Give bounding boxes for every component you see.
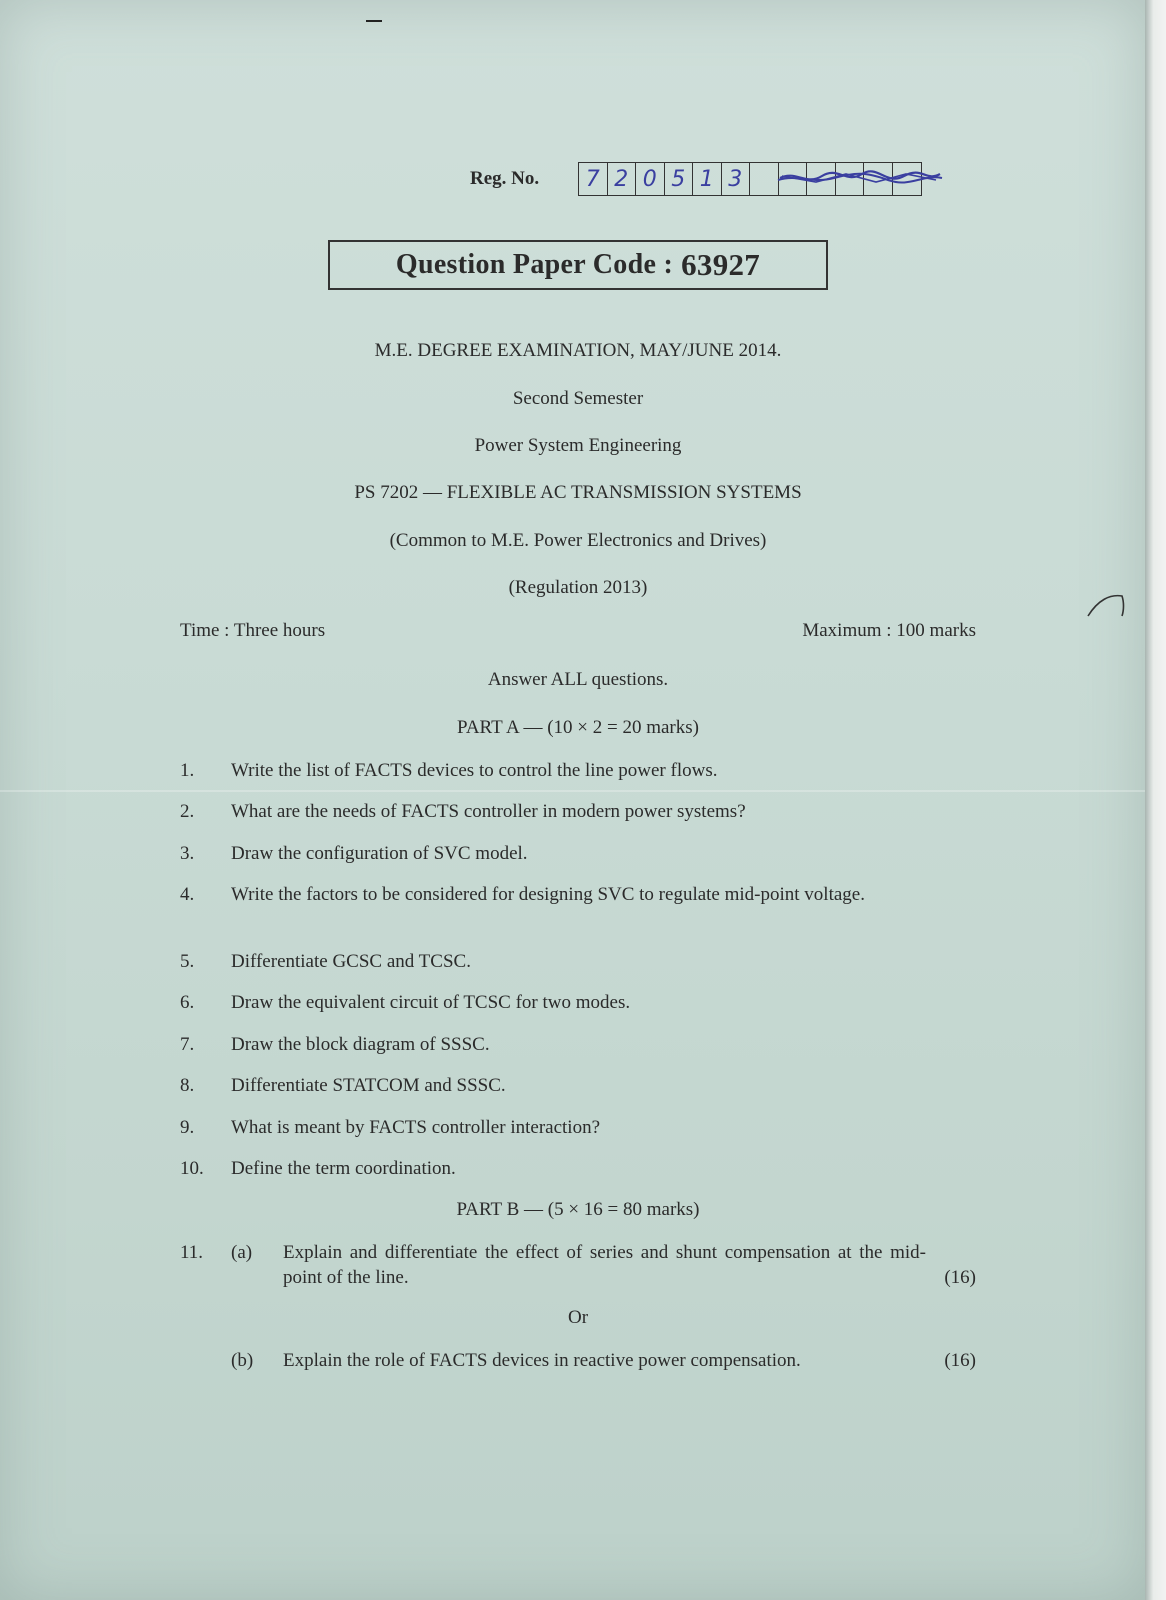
reg-digit-1: 7 xyxy=(579,163,608,195)
paper-fold-line xyxy=(0,790,1145,792)
question-8 xyxy=(180,1073,976,1098)
question-7 xyxy=(180,1032,976,1057)
question-5 xyxy=(180,949,976,974)
question-6 xyxy=(180,990,976,1015)
top-dash-mark xyxy=(366,20,382,22)
or-separator: Or xyxy=(567,1307,589,1328)
question-3 xyxy=(180,841,976,866)
question-text: What are the needs of FACTS controller in modern power systems? xyxy=(231,801,746,822)
sub-question-label: (b) xyxy=(231,1350,254,1371)
part-b-heading: PART B — (5 × 16 = 80 marks) xyxy=(456,1199,700,1220)
question-number: 8. xyxy=(180,1075,195,1096)
exam-regulation: (Regulation 2013) xyxy=(508,577,648,598)
question-text: What is meant by FACTS controller interaction? xyxy=(231,1117,600,1138)
exam-common-note: (Common to M.E. Power Electronics and Drives) xyxy=(389,530,767,551)
question-paper-code-box xyxy=(328,240,828,290)
question-11b xyxy=(180,1348,976,1373)
reg-digit-6: 3 xyxy=(722,163,751,195)
exam-branch: Power System Engineering xyxy=(474,435,682,456)
reg-digit-4: 5 xyxy=(665,163,694,195)
paper-code-label: Question Paper Code : xyxy=(395,249,674,280)
question-number: 5. xyxy=(180,951,195,972)
question-number: 1. xyxy=(180,760,195,781)
question-10 xyxy=(180,1156,976,1181)
question-marks: (16) xyxy=(944,1350,976,1371)
question-number: 11. xyxy=(180,1242,204,1263)
exam-time: Time : Three hours xyxy=(180,620,326,641)
question-9 xyxy=(180,1115,976,1140)
question-number-spacer xyxy=(180,1348,231,1373)
reg-digit-7 xyxy=(750,163,779,195)
question-number: 10. xyxy=(180,1158,204,1179)
question-11a xyxy=(180,1240,976,1290)
part-a-heading: PART A — (10 × 2 = 20 marks) xyxy=(457,717,699,738)
paper-code-number: 63927 xyxy=(681,247,761,282)
reg-no-label: Reg. No. xyxy=(470,168,540,189)
exam-instruction: Answer ALL questions. xyxy=(487,669,669,690)
question-number: 4. xyxy=(180,884,195,905)
question-text: Write the factors to be considered for designing SVC to regulate mid-point voltage. xyxy=(231,884,865,905)
question-text: Explain the role of FACTS devices in reactive power compensation. xyxy=(283,1350,801,1371)
question-text: Draw the block diagram of SSSC. xyxy=(231,1034,490,1055)
exam-max-marks: Maximum : 100 marks xyxy=(802,620,976,641)
question-number: 7. xyxy=(180,1034,195,1055)
question-4 xyxy=(180,882,976,907)
question-text: Write the list of FACTS devices to control the line power flows. xyxy=(231,760,718,781)
question-number: 3. xyxy=(180,843,195,864)
scribble-strikeout xyxy=(776,168,944,188)
question-marks: (16) xyxy=(944,1267,976,1288)
question-number: 2. xyxy=(180,801,195,822)
paper-right-edge xyxy=(1145,0,1166,1600)
pen-margin-mark xyxy=(1084,590,1128,620)
exam-subject: PS 7202 — FLEXIBLE AC TRANSMISSION SYSTEMS xyxy=(354,482,802,503)
reg-digit-2: 2 xyxy=(608,163,637,195)
question-text: Explain and differentiate the effect of series and shunt compensation at the mid-point of the line. xyxy=(283,1242,926,1288)
exam-title: M.E. DEGREE EXAMINATION, MAY/JUNE 2014. xyxy=(374,340,782,361)
question-text: Differentiate STATCOM and SSSC. xyxy=(231,1075,506,1096)
question-1 xyxy=(180,758,976,783)
question-number: 9. xyxy=(180,1117,195,1138)
reg-digit-5: 1 xyxy=(693,163,722,195)
question-text: Differentiate GCSC and TCSC. xyxy=(231,951,471,972)
question-number: 6. xyxy=(180,992,195,1013)
time-marks-row xyxy=(180,620,976,642)
reg-digit-3: 0 xyxy=(636,163,665,195)
question-text: Draw the configuration of SVC model. xyxy=(231,843,528,864)
question-text: Draw the equivalent circuit of TCSC for two modes. xyxy=(231,992,631,1013)
question-2 xyxy=(180,799,976,824)
sub-question-label: (a) xyxy=(231,1242,253,1263)
question-text: Define the term coordination. xyxy=(231,1158,456,1179)
exam-semester: Second Semester xyxy=(512,388,644,409)
